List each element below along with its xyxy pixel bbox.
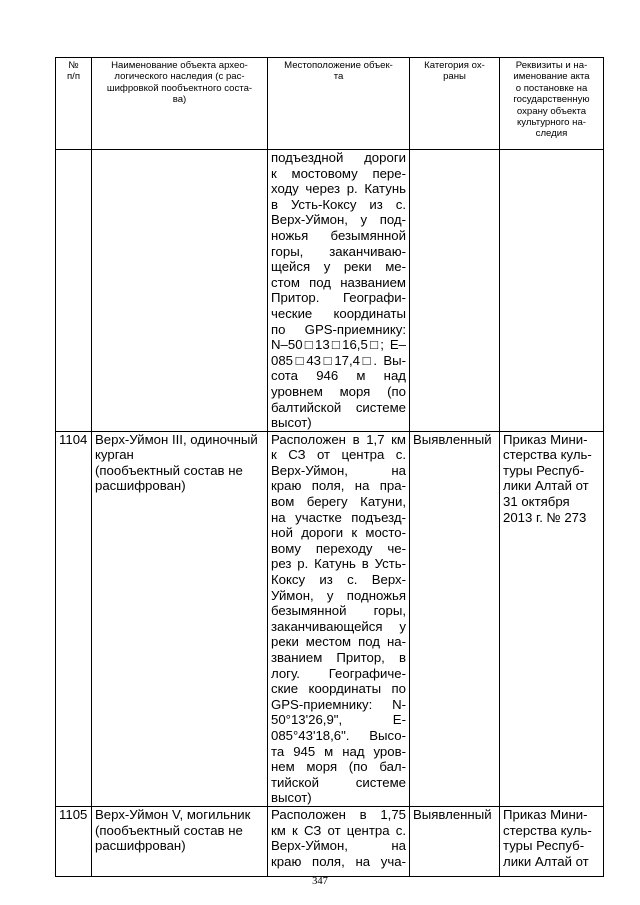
header-protection-category: Категория ох- раны — [410, 58, 500, 150]
location-line: 50°13'26,9", E- — [271, 712, 406, 728]
location-line: Притор. Географи- — [271, 290, 406, 306]
location-line: 085□43□17,4□. Вы- — [271, 352, 406, 368]
location-line: в Усть-Коксу из с. — [271, 196, 406, 212]
header-object-name: Наименование объекта архео- логического наследия (с рас- шифровкой пообъектного соста- ва) — [92, 58, 268, 150]
location-line: ческие координаты — [271, 305, 406, 321]
row-number — [56, 150, 92, 432]
location-line: тийской системе — [271, 774, 406, 790]
row-object-name: Верх-Уймон V, могильник (пообъектный состав не расшифрован) — [92, 806, 268, 876]
location-line: Расположен в 1,75 — [271, 806, 406, 822]
location-line: краю поля, на уча- — [271, 853, 406, 869]
location-line: званием Притор, в — [271, 650, 406, 665]
location-line: балтийской системе — [271, 399, 406, 415]
location-line: рез р. Катунь в Усть- — [271, 556, 406, 572]
location-line: щейся у реки ме- — [271, 259, 406, 275]
row-act — [500, 150, 604, 432]
location-line: уровнем моря (по — [271, 383, 406, 399]
location-line: сота 946 м над — [271, 368, 406, 384]
row-object-name: Верх-Уймон III, одиночный курган (пообъектный состав не расшифрован) — [92, 431, 268, 806]
header-location: Местоположение объек- та — [268, 58, 410, 150]
location-line: N–50□13□16,5□; E– — [271, 337, 406, 353]
location-line: безымянной горы, — [271, 603, 406, 619]
location-line: стом под названием — [271, 274, 406, 290]
row-number: 1105 — [56, 806, 92, 876]
row-category: Выявленный — [410, 431, 500, 806]
row-number: 1104 — [56, 431, 92, 806]
row-location — [268, 806, 410, 876]
row-category — [410, 150, 500, 432]
location-line: реки местом под на- — [271, 634, 406, 650]
location-line: Верх-Уймон, у под- — [271, 212, 406, 228]
location-line: высот) — [271, 790, 312, 806]
location-line: Коксу из с. Верх- — [271, 572, 406, 588]
location-line: Верх-Уймон, на — [271, 838, 406, 854]
location-line: вом берегу Катуни, — [271, 494, 406, 510]
location-line: по GPS-приемнику: — [271, 321, 406, 337]
location-line: 085°43'18,6". Высо- — [271, 727, 406, 743]
location-line: та 945 м над уров- — [271, 743, 406, 759]
row-act: Приказ Мини- стерства куль- туры Респуб- лики Алтай от 31 октября 2013 г. № 273 — [500, 431, 604, 806]
location-line: ходу через р. Катунь — [271, 181, 406, 197]
location-line: ной дороги к мосто- — [271, 525, 406, 541]
location-line: к мостовому пере- — [271, 165, 406, 181]
location-line: высот) — [271, 415, 312, 431]
header-act-details: Реквизиты и на- именование акта о постановке на государственную охрану объекта культурного на- следия — [500, 58, 604, 150]
table-row — [56, 431, 604, 806]
table-row — [56, 806, 604, 876]
location-line: на участке подъезд- — [271, 509, 406, 525]
location-line: ножья безымянной — [271, 227, 406, 243]
location-line: Расположен в 1,7 км — [271, 431, 406, 447]
location-line: горы, заканчиваю- — [271, 243, 406, 259]
header-number: № п/п — [56, 58, 92, 150]
location-line: к СЗ от центра с. — [271, 447, 406, 463]
row-location — [268, 431, 410, 806]
table-header-row — [56, 58, 604, 150]
row-category: Выявленный — [410, 806, 500, 876]
row-location — [268, 150, 410, 432]
location-line: GPS-приемнику: N- — [271, 696, 406, 712]
location-line: краю поля, на пра- — [271, 478, 406, 494]
row-act: Приказ Мини- стерства куль- туры Респуб- лики Алтай от — [500, 806, 604, 876]
location-line: логу. Географиче- — [271, 665, 406, 681]
page-number: 347 — [312, 876, 328, 887]
location-line: подъездной дороги — [271, 150, 406, 165]
location-line: Уймон, у подножья — [271, 587, 406, 603]
location-line: км к СЗ от центра с. — [271, 822, 406, 838]
location-line: заканчивающейся у — [271, 618, 406, 634]
location-line: ские координаты по — [271, 681, 406, 697]
heritage-registry-table — [55, 57, 604, 877]
location-line: нем моря (по бал- — [271, 759, 406, 775]
row-object-name — [92, 150, 268, 432]
location-line: Верх-Уймон, на — [271, 462, 406, 478]
table-row — [56, 150, 604, 432]
location-line: вому переходу че- — [271, 540, 406, 556]
